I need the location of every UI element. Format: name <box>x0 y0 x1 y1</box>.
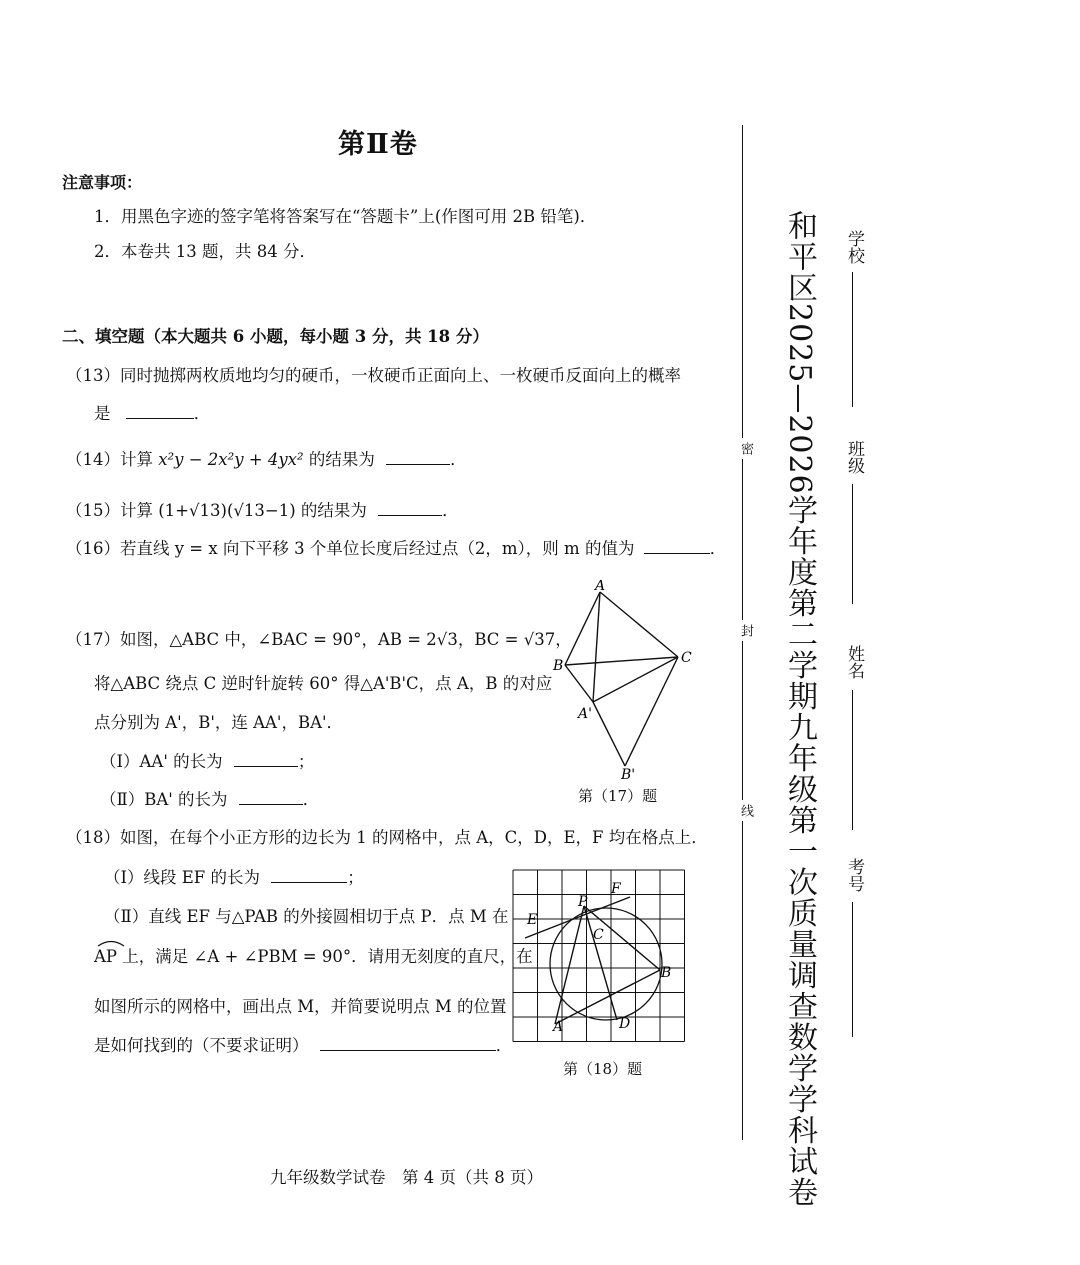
q17-line2: 将△ABC 绕点 C 逆时针旋转 60° 得△A'B'C，点 A，B 的对应 <box>94 674 553 693</box>
q18-answer-blank <box>320 1036 496 1051</box>
q18-part2-line2: AP 上，满足 ∠A + ∠PBM = 90°．请用无刻度的直尺，在 <box>94 947 533 966</box>
q16-answer-blank <box>644 539 710 554</box>
q17-part2-blank <box>239 790 303 805</box>
q18-grid-figure <box>505 862 695 1058</box>
q17-label-B: B <box>553 658 564 674</box>
q17-label-C: C <box>681 650 692 666</box>
q18-part2-line1: （Ⅱ）直线 EF 与△PAB 的外接圆相切于点 P．点 M 在 <box>104 907 509 926</box>
q18-part1: （Ⅰ）线段 EF 的长为 ； <box>104 868 364 887</box>
field-class-label: 班级 <box>844 440 864 474</box>
q13-line1: （13）同时抛掷两枚质地均匀的硬币，一枚硬币正面向上、一枚硬币反面向上的概率 <box>66 366 681 385</box>
seal-mark-feng: 封 <box>736 620 755 641</box>
q18-label-E: E <box>527 912 538 928</box>
page-footer: 九年级数学试卷 第 4 页（共 8 页） <box>270 1168 543 1187</box>
q15-answer-blank <box>378 501 442 516</box>
notes-heading: 注意事项： <box>62 173 143 192</box>
q17-label-B1: B' <box>621 767 636 780</box>
q18-label-P: P <box>578 894 588 910</box>
q13-line2: 是 ． <box>94 404 211 423</box>
q14-answer-blank <box>386 450 450 465</box>
field-name-label: 姓名 <box>844 645 864 679</box>
segment-AB <box>555 970 660 1024</box>
note-item-2: 2．本卷共 13 题，共 84 分． <box>94 242 316 261</box>
field-school-line[interactable] <box>852 272 853 407</box>
q17-label-A: A <box>595 580 606 594</box>
seal-mark-mi: 密 <box>736 438 755 459</box>
field-class-line[interactable] <box>852 484 853 604</box>
exam-title-vertical: 和平区2025—2026学年度第二学期九年级第一次质量调查数学学科试卷 <box>782 210 817 1208</box>
q18-part2-line4: 是如何找到的（不要求证明） ． <box>94 1036 513 1055</box>
q17-part1-blank <box>234 752 298 767</box>
q18-label-B: B <box>661 965 672 981</box>
q17-part1: （Ⅰ）AA' 的长为 ； <box>100 752 315 771</box>
q18-part1-blank <box>271 868 347 883</box>
q18-label-D: D <box>619 1016 631 1032</box>
section-heading: 二、填空题（本大题共 6 小题，每小题 3 分，共 18 分） <box>62 327 489 346</box>
q17-line1: （17）如图，△ABC 中，∠BAC = 90°，AB = 2√3，BC = √37， <box>66 630 572 649</box>
q14: （14）计算 x²y − 2x²y + 4yx² 的结果为 ． <box>66 450 467 469</box>
field-school-label: 学校 <box>844 230 864 264</box>
q17-label-A1: A' <box>578 706 592 722</box>
q17-part2: （Ⅱ）BA' 的长为 ． <box>100 790 320 809</box>
q16: （16）若直线 y = x 向下平移 3 个单位长度后经过点（2，m），则 m 的值为 ． <box>66 539 727 558</box>
segment-PD <box>584 906 617 1020</box>
q18-label-C: C <box>593 927 604 943</box>
arc-symbol-icon <box>96 937 126 947</box>
q17-figure <box>545 580 705 780</box>
q13-answer-blank <box>126 404 194 419</box>
seal-mark-xian: 线 <box>736 800 755 821</box>
field-examno-line[interactable] <box>852 902 853 1037</box>
note-item-1: 1．用黑色字迹的签字笔将答案写在“答题卡”上(作图可用 2B 铅笔)． <box>94 207 597 226</box>
q14-expression: x²y − 2x²y + 4yx² <box>158 450 304 469</box>
q18-label-A: A <box>553 1019 564 1035</box>
field-examno-label: 考号 <box>844 858 864 892</box>
q15: （15）计算 (1+√13)(√13−1) 的结果为 ． <box>66 501 459 520</box>
field-name-line[interactable] <box>852 690 853 830</box>
q15-expression: (1+√13)(√13−1) <box>158 501 296 520</box>
q18-part2-line3: 如图所示的网格中，画出点 M，并简要说明点 M 的位置 <box>94 997 507 1016</box>
q17-line3: 点分别为 A'，B'，连 AA'，BA'． <box>94 713 344 732</box>
q17-figure-caption: 第（17）题 <box>578 787 658 805</box>
page-title: 第Ⅱ卷 <box>338 129 418 160</box>
q18-line1: （18）如图，在每个小正方形的边长为 1 的网格中，点 A，C，D，E，F 均在格点上． <box>66 828 708 847</box>
q18-figure-caption: 第（18）题 <box>563 1060 643 1078</box>
q18-label-F: F <box>611 881 621 897</box>
